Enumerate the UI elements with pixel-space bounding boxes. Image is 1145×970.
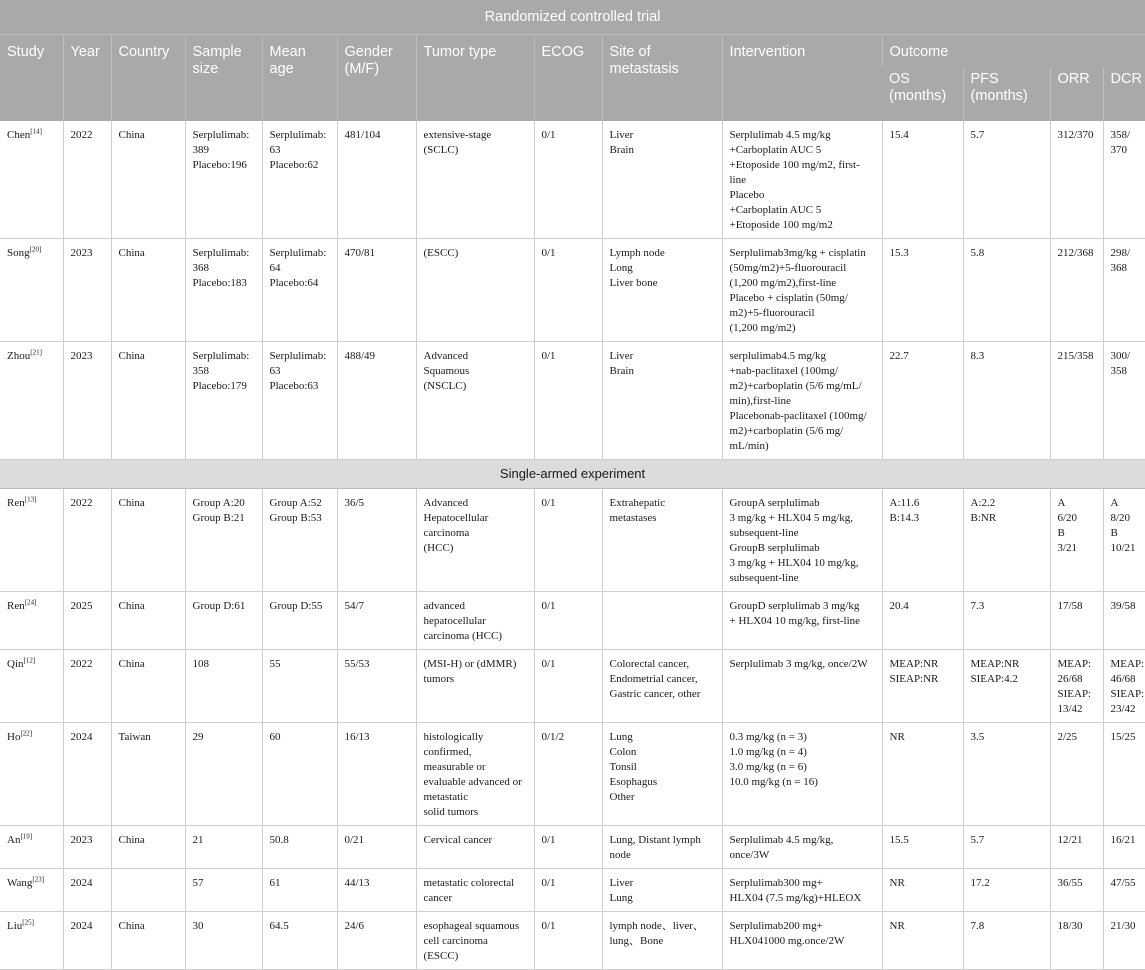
ecog-cell: 0/1 bbox=[534, 649, 602, 722]
reference-number: [19] bbox=[20, 831, 33, 840]
pfs-cell: 5.8 bbox=[963, 238, 1050, 341]
tumor-type-cell: esophageal squamous cell carcinoma (ESCC) bbox=[416, 911, 534, 969]
mean-age-cell: 64.5 bbox=[262, 911, 337, 969]
table-row bbox=[0, 341, 1145, 459]
ecog-cell: 0/1 bbox=[534, 591, 602, 649]
sample-size-cell: 21 bbox=[185, 825, 262, 868]
year-cell: 2022 bbox=[63, 121, 111, 239]
orr-cell: 18/30 bbox=[1050, 911, 1103, 969]
site-cell: Lymph node Long Liver bone bbox=[602, 238, 722, 341]
year-cell: 2023 bbox=[63, 238, 111, 341]
ecog-cell: 0/1 bbox=[534, 121, 602, 239]
study-author: Ho bbox=[7, 730, 21, 743]
mean-age-cell: Group D:55 bbox=[262, 591, 337, 649]
pfs-cell: 7.8 bbox=[963, 911, 1050, 969]
country-cell: Taiwan bbox=[111, 722, 185, 825]
tumor-type-cell: histologically confirmed, measurable or evaluable advanced or metastatic solid tumors bbox=[416, 722, 534, 825]
dcr-cell: 358/ 370 bbox=[1103, 121, 1145, 239]
site-cell: Liver Brain bbox=[602, 341, 722, 459]
country-cell: China bbox=[111, 591, 185, 649]
study-author: An bbox=[7, 833, 21, 846]
mean-age-cell: Serplulimab: 64 Placebo:64 bbox=[262, 238, 337, 341]
table-row bbox=[0, 868, 1145, 911]
tumor-type-cell: metastatic colorectal cancer bbox=[416, 868, 534, 911]
gender-cell: 36/5 bbox=[337, 488, 416, 591]
tumor-type-cell: Advanced Hepatocellular carcinoma (HCC) bbox=[416, 488, 534, 591]
col-ecog: ECOG bbox=[534, 35, 602, 121]
study-cell bbox=[0, 488, 63, 591]
single-armed-section-header bbox=[0, 459, 1145, 488]
table-row bbox=[0, 591, 1145, 649]
os-cell: 15.3 bbox=[882, 238, 963, 341]
dcr-cell: 300/ 358 bbox=[1103, 341, 1145, 459]
col-gender: Gender (M/F) bbox=[337, 35, 416, 121]
orr-cell: 312/370 bbox=[1050, 121, 1103, 239]
orr-cell: 36/55 bbox=[1050, 868, 1103, 911]
intervention-cell: GroupD serplulimab 3 mg/kg + HLX04 10 mg/kg, first-line bbox=[722, 591, 882, 649]
sample-size-cell: 57 bbox=[185, 868, 262, 911]
table-row bbox=[0, 121, 1145, 239]
dcr-cell: MEAP: 46/68 SIEAP: 23/42 bbox=[1103, 649, 1145, 722]
study-cell bbox=[0, 121, 63, 239]
reference-number: [23] bbox=[32, 874, 45, 883]
study-cell bbox=[0, 238, 63, 341]
single-armed-section-body bbox=[0, 488, 1145, 969]
study-cell bbox=[0, 825, 63, 868]
col-year: Year bbox=[63, 35, 111, 121]
sample-size-cell: Group D:61 bbox=[185, 591, 262, 649]
country-cell: China bbox=[111, 121, 185, 239]
country-cell: China bbox=[111, 238, 185, 341]
study-author: Wang bbox=[7, 876, 33, 889]
os-cell: 15.5 bbox=[882, 825, 963, 868]
site-cell: Colorectal cancer, Endometrial cancer, Gastric cancer, other bbox=[602, 649, 722, 722]
pfs-cell: 3.5 bbox=[963, 722, 1050, 825]
col-os: OS (months) bbox=[882, 67, 963, 121]
os-cell: 20.4 bbox=[882, 591, 963, 649]
mean-age-cell: Serplulimab: 63 Placebo:62 bbox=[262, 121, 337, 239]
tumor-type-cell: (ESCC) bbox=[416, 238, 534, 341]
col-country: Country bbox=[111, 35, 185, 121]
dcr-cell: 16/21 bbox=[1103, 825, 1145, 868]
pfs-cell: 5.7 bbox=[963, 825, 1050, 868]
orr-cell: 12/21 bbox=[1050, 825, 1103, 868]
os-cell: 22.7 bbox=[882, 341, 963, 459]
sample-size-cell: Serplulimab: 389 Placebo:196 bbox=[185, 121, 262, 239]
table-row bbox=[0, 649, 1145, 722]
pfs-cell: 5.7 bbox=[963, 121, 1050, 239]
pfs-cell: MEAP:NR SIEAP:4.2 bbox=[963, 649, 1050, 722]
year-cell: 2022 bbox=[63, 488, 111, 591]
gender-cell: 54/7 bbox=[337, 591, 416, 649]
table-row bbox=[0, 238, 1145, 341]
country-cell: China bbox=[111, 649, 185, 722]
ecog-cell: 0/1 bbox=[534, 488, 602, 591]
reference-number: [13] bbox=[24, 494, 37, 503]
reference-number: [21] bbox=[30, 347, 42, 356]
pfs-cell: A:2.2 B:NR bbox=[963, 488, 1050, 591]
dcr-cell: 47/55 bbox=[1103, 868, 1145, 911]
sample-size-cell: Serplulimab: 358 Placebo:179 bbox=[185, 341, 262, 459]
table-row bbox=[0, 911, 1145, 969]
site-cell: Extrahepatic metastases bbox=[602, 488, 722, 591]
sample-size-cell: Serplulimab: 368 Placebo:183 bbox=[185, 238, 262, 341]
col-outcome: Outcome bbox=[882, 35, 1145, 67]
mean-age-cell: 50.8 bbox=[262, 825, 337, 868]
tumor-type-cell: extensive-stage (SCLC) bbox=[416, 121, 534, 239]
col-study: Study bbox=[0, 35, 63, 121]
os-cell: MEAP:NR SIEAP:NR bbox=[882, 649, 963, 722]
mean-age-cell: 60 bbox=[262, 722, 337, 825]
study-author: Liu bbox=[7, 919, 23, 932]
orr-cell: 17/58 bbox=[1050, 591, 1103, 649]
sample-size-cell: Group A:20 Group B:21 bbox=[185, 488, 262, 591]
sample-size-cell: 108 bbox=[185, 649, 262, 722]
col-sample-size: Sample size bbox=[185, 35, 262, 121]
dcr-cell: 298/ 368 bbox=[1103, 238, 1145, 341]
site-cell: Liver Lung bbox=[602, 868, 722, 911]
orr-cell: 2/25 bbox=[1050, 722, 1103, 825]
intervention-cell: Serplulimab 4.5 mg/kg +Carboplatin AUC 5 +Etoposide 100 mg/m2, first- line Placebo +Carboplatin AUC 5 +Etoposide 100 mg/m2 bbox=[722, 121, 882, 239]
col-pfs: PFS (months) bbox=[963, 67, 1050, 121]
table-row bbox=[0, 825, 1145, 868]
gender-cell: 470/81 bbox=[337, 238, 416, 341]
table-row bbox=[0, 722, 1145, 825]
mean-age-cell: 55 bbox=[262, 649, 337, 722]
mean-age-cell: 61 bbox=[262, 868, 337, 911]
orr-cell: MEAP: 26/68 SIEAP: 13/42 bbox=[1050, 649, 1103, 722]
study-author: Song bbox=[7, 246, 30, 259]
rct-section-body bbox=[0, 121, 1145, 460]
study-author: Zhou bbox=[7, 349, 31, 362]
intervention-cell: serplulimab4.5 mg/kg +nab-paclitaxel (100mg/ m2)+carboplatin (5/6 mg/mL/ min),first-line Placebonab-paclitaxel (100mg/ m2)+carboplatin (5/6 mg/ mL/min) bbox=[722, 341, 882, 459]
intervention-cell: 0.3 mg/kg (n = 3) 1.0 mg/kg (n = 4) 3.0 mg/kg (n = 6) 10.0 mg/kg (n = 16) bbox=[722, 722, 882, 825]
section-title-single-armed: Single-armed experiment bbox=[0, 459, 1145, 488]
orr-cell: A 6/20 B 3/21 bbox=[1050, 488, 1103, 591]
gender-cell: 481/104 bbox=[337, 121, 416, 239]
ecog-cell: 0/1 bbox=[534, 825, 602, 868]
os-cell: NR bbox=[882, 722, 963, 825]
intervention-cell: Serplulimab300 mg+ HLX04 (7.5 mg/kg)+HLEOX bbox=[722, 868, 882, 911]
col-orr: ORR bbox=[1050, 67, 1103, 121]
gender-cell: 0/21 bbox=[337, 825, 416, 868]
study-author: Ren bbox=[7, 496, 25, 509]
tumor-type-cell: Cervical cancer bbox=[416, 825, 534, 868]
os-cell: NR bbox=[882, 868, 963, 911]
study-cell bbox=[0, 649, 63, 722]
ecog-cell: 0/1 bbox=[534, 911, 602, 969]
table-title: Randomized controlled trial bbox=[0, 0, 1145, 35]
orr-cell: 215/358 bbox=[1050, 341, 1103, 459]
dcr-cell: 39/58 bbox=[1103, 591, 1145, 649]
country-cell bbox=[111, 868, 185, 911]
intervention-cell: Serplulimab3mg/kg + cisplatin (50mg/m2)+5-fluorouracil (1,200 mg/m2),first-line Placebo + cisplatin (50mg/ m2)+5-fluorouracil (1,200 mg/m2) bbox=[722, 238, 882, 341]
tumor-type-cell: (MSI-H) or (dMMR) tumors bbox=[416, 649, 534, 722]
year-cell: 2022 bbox=[63, 649, 111, 722]
os-cell: NR bbox=[882, 911, 963, 969]
reference-number: [14] bbox=[30, 126, 42, 135]
col-intervention: Intervention bbox=[722, 35, 882, 121]
country-cell: China bbox=[111, 911, 185, 969]
ecog-cell: 0/1 bbox=[534, 341, 602, 459]
country-cell: China bbox=[111, 488, 185, 591]
tumor-type-cell: Advanced Squamous (NSCLC) bbox=[416, 341, 534, 459]
os-cell: 15.4 bbox=[882, 121, 963, 239]
site-cell: lymph node、liver、 lung、Bone bbox=[602, 911, 722, 969]
year-cell: 2024 bbox=[63, 722, 111, 825]
gender-cell: 16/13 bbox=[337, 722, 416, 825]
reference-number: [12] bbox=[23, 655, 36, 664]
tumor-type-cell: advanced hepatocellular carcinoma (HCC) bbox=[416, 591, 534, 649]
site-cell: Liver Brain bbox=[602, 121, 722, 239]
gender-cell: 55/53 bbox=[337, 649, 416, 722]
pfs-cell: 17.2 bbox=[963, 868, 1050, 911]
study-author: Ren bbox=[7, 599, 25, 612]
country-cell: China bbox=[111, 825, 185, 868]
site-cell bbox=[602, 591, 722, 649]
gender-cell: 488/49 bbox=[337, 341, 416, 459]
intervention-cell: GroupA serplulimab 3 mg/kg + HLX04 5 mg/kg, subsequent-line GroupB serplulimab 3 mg/kg + HLX04 10 mg/kg, subsequent-line bbox=[722, 488, 882, 591]
pfs-cell: 8.3 bbox=[963, 341, 1050, 459]
year-cell: 2025 bbox=[63, 591, 111, 649]
orr-cell: 212/368 bbox=[1050, 238, 1103, 341]
dcr-cell: 21/30 bbox=[1103, 911, 1145, 969]
year-cell: 2024 bbox=[63, 911, 111, 969]
sample-size-cell: 29 bbox=[185, 722, 262, 825]
gender-cell: 24/6 bbox=[337, 911, 416, 969]
study-cell bbox=[0, 722, 63, 825]
ecog-cell: 0/1/2 bbox=[534, 722, 602, 825]
mean-age-cell: Serplulimab: 63 Placebo:63 bbox=[262, 341, 337, 459]
study-cell bbox=[0, 911, 63, 969]
year-cell: 2023 bbox=[63, 825, 111, 868]
study-cell bbox=[0, 591, 63, 649]
study-author: Chen bbox=[7, 128, 31, 141]
pfs-cell: 7.3 bbox=[963, 591, 1050, 649]
reference-number: [24] bbox=[24, 597, 37, 606]
intervention-cell: Serplulimab 4.5 mg/kg, once/3W bbox=[722, 825, 882, 868]
sample-size-cell: 30 bbox=[185, 911, 262, 969]
reference-number: [25] bbox=[22, 917, 34, 926]
gender-cell: 44/13 bbox=[337, 868, 416, 911]
col-dcr: DCR bbox=[1103, 67, 1145, 121]
ecog-cell: 0/1 bbox=[534, 868, 602, 911]
country-cell: China bbox=[111, 341, 185, 459]
dcr-cell: 15/25 bbox=[1103, 722, 1145, 825]
ecog-cell: 0/1 bbox=[534, 238, 602, 341]
study-author: Qin bbox=[7, 657, 24, 670]
mean-age-cell: Group A:52 Group B:53 bbox=[262, 488, 337, 591]
site-cell: Lung, Distant lymph node bbox=[602, 825, 722, 868]
reference-number: [22] bbox=[20, 728, 33, 737]
intervention-cell: Serplulimab 3 mg/kg, once/2W bbox=[722, 649, 882, 722]
table-row bbox=[0, 488, 1145, 591]
reference-number: [20] bbox=[29, 244, 42, 253]
col-site: Site of metastasis bbox=[602, 35, 722, 121]
os-cell: A:11.6 B:14.3 bbox=[882, 488, 963, 591]
dcr-cell: A 8/20 B 10/21 bbox=[1103, 488, 1145, 591]
col-tumor-type: Tumor type bbox=[416, 35, 534, 121]
col-mean-age: Mean age bbox=[262, 35, 337, 121]
year-cell: 2024 bbox=[63, 868, 111, 911]
site-cell: Lung Colon Tonsil Esophagus Other bbox=[602, 722, 722, 825]
study-cell bbox=[0, 341, 63, 459]
study-cell bbox=[0, 868, 63, 911]
intervention-cell: Serplulimab200 mg+ HLX041000 mg.once/2W bbox=[722, 911, 882, 969]
year-cell: 2023 bbox=[63, 341, 111, 459]
